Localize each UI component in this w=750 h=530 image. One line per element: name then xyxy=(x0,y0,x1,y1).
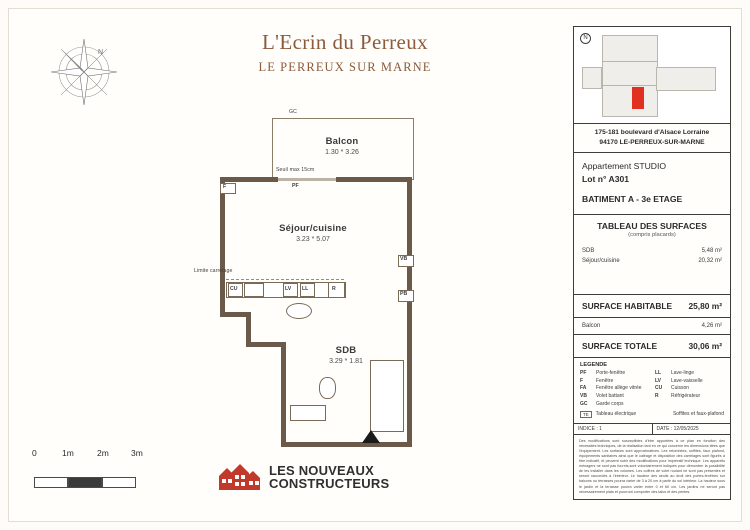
legend-value: Garde corps xyxy=(596,400,624,407)
scale-label-0: 0 xyxy=(32,448,37,458)
appliance-r xyxy=(328,282,345,298)
label-limite-carrelage: Limite carrelage xyxy=(194,268,233,274)
entrance-marker xyxy=(362,430,380,443)
legend-item xyxy=(655,370,724,378)
opening-terrace-door xyxy=(278,178,336,181)
surface-row xyxy=(582,246,722,256)
address-line-2: 94170 LE-PERREUX-SUR-MARNE xyxy=(599,138,705,146)
surfaces-table xyxy=(573,215,731,295)
room-label-sejour xyxy=(258,223,368,243)
label-gc-top: GC xyxy=(289,109,297,115)
total-label: SURFACE TOTALE xyxy=(582,340,658,351)
habitable-value: 25,80 m² xyxy=(688,300,722,311)
legend-footer xyxy=(580,411,724,418)
compass-rose xyxy=(46,34,122,110)
surface-value: 20,32 m² xyxy=(698,257,722,264)
legend-item xyxy=(580,385,649,393)
minimap-highlight-lot xyxy=(632,87,644,109)
wc-fixture xyxy=(319,377,336,399)
index-cell xyxy=(574,424,653,434)
index-value: 1 xyxy=(599,425,602,432)
wall-sdb-left xyxy=(281,342,286,447)
legend-key: LL xyxy=(655,369,662,376)
legend-key: PF xyxy=(580,369,587,376)
wall-living-top-left xyxy=(220,177,278,182)
scale-label-2: 2m xyxy=(97,448,109,458)
scale-bar xyxy=(32,448,143,488)
wall-living-top-right xyxy=(336,177,412,182)
legend-key: FA xyxy=(580,385,587,392)
info-panel xyxy=(573,26,731,500)
legend-key: GC xyxy=(580,400,588,407)
legend-item xyxy=(580,370,649,378)
wall-sdb-top xyxy=(246,342,286,347)
room-dim-sdb: 3.29 * 1.81 xyxy=(329,358,363,365)
apartment-lot: Lot n° A301 xyxy=(582,173,630,184)
legend-value: Porte-fenêtre xyxy=(596,369,626,376)
legend-value: Lave-vaisselle xyxy=(671,377,703,384)
legend-value: Fenêtre xyxy=(596,377,614,384)
bathroom-vanity xyxy=(290,405,326,421)
legend-value: Réfrigérateur xyxy=(671,393,701,400)
label-lv: LV xyxy=(285,286,292,292)
room-name-sejour: Séjour/cuisine xyxy=(279,223,347,234)
surface-label: SDB xyxy=(582,247,595,254)
minimap-block-c xyxy=(602,85,658,117)
surface-row xyxy=(582,256,722,266)
room-dim-sejour: 3.23 * 5.07 xyxy=(296,236,330,243)
site-address xyxy=(573,124,731,153)
logo-mark-icon xyxy=(215,460,261,494)
limite-carrelage-line xyxy=(226,279,344,280)
legend-item xyxy=(580,393,649,401)
legend-value: Lave-linge xyxy=(671,369,695,376)
legend-value: Volet battant xyxy=(596,393,624,400)
minimap-north-icon: N xyxy=(580,33,591,44)
legend-column-left xyxy=(580,370,649,409)
index-row xyxy=(573,424,731,435)
project-subtitle: LE PERREUX SUR MARNE xyxy=(258,60,432,74)
surface-total-row xyxy=(573,335,731,358)
label-r: R xyxy=(332,286,336,292)
legend-value: Fenêtre allège vitrée xyxy=(596,385,642,392)
surface-value: 5,48 m² xyxy=(701,247,722,254)
legend-item xyxy=(580,401,649,409)
legend-soffite-label: Soffites et faux-plafond xyxy=(672,411,724,418)
logo-line-2: CONSTRUCTEURS xyxy=(269,476,390,491)
label-f-left: F xyxy=(223,184,227,190)
surface-habitable-row xyxy=(573,295,731,318)
minimap-block-b xyxy=(602,61,658,87)
room-name-balcon: Balcon xyxy=(325,136,359,147)
balcony-surface-value: 4,26 m² xyxy=(701,322,722,329)
legend-title: LEGENDE xyxy=(580,361,608,368)
legend-item xyxy=(655,385,724,393)
legend-key: VB xyxy=(580,393,587,400)
surfaces-subtitle: (compris placards) xyxy=(628,231,676,238)
compass-north-label: N xyxy=(98,49,104,56)
legend-key: LV xyxy=(655,377,662,384)
label-ll: LL xyxy=(302,286,309,292)
legend-te-label: Tableau électrique xyxy=(595,411,637,418)
date-label: DATE : xyxy=(656,425,673,432)
date-cell xyxy=(653,424,731,434)
legend-key: F xyxy=(580,377,584,384)
wall-sdb-right xyxy=(407,312,412,447)
room-label-balcon xyxy=(292,136,392,156)
label-seuil: Seuil max 15cm xyxy=(276,167,315,173)
minimap-block-e xyxy=(582,67,602,89)
index-label: INDICE : xyxy=(578,425,598,432)
project-title: L'Ecrin du Perreux xyxy=(261,30,429,54)
scale-label-1: 1m xyxy=(62,448,74,458)
label-pb: PB xyxy=(400,291,408,297)
legend-block xyxy=(573,358,731,424)
date-value: 12/05/2025 xyxy=(673,425,699,432)
kitchen-sink xyxy=(244,283,264,297)
wall-sdb-bottom xyxy=(281,442,411,447)
habitable-label: SURFACE HABITABLE xyxy=(582,300,673,311)
logo-text xyxy=(269,464,389,491)
wall-living-left xyxy=(220,177,225,317)
minimap-block-a xyxy=(602,35,658,63)
address-line-1: 175-181 boulevard d'Alsace Lorraine xyxy=(594,129,710,136)
legend-column-right xyxy=(655,370,724,409)
room-dim-balcon: 1.30 * 3.26 xyxy=(325,149,359,156)
logo-line-1: LES NOUVEAUX xyxy=(269,462,374,478)
washbasin xyxy=(286,303,312,319)
label-pf: PF xyxy=(292,183,299,189)
apartment-building: BATIMENT A - 3e ETAGE xyxy=(582,193,683,204)
legend-te-icon: TE xyxy=(580,411,592,418)
room-name-sdb: SDB xyxy=(335,345,357,356)
scale-label-3: 3m xyxy=(131,448,143,458)
company-logo xyxy=(215,455,415,499)
legend-item xyxy=(655,378,724,386)
apartment-info xyxy=(573,153,731,215)
label-vb-right: VB xyxy=(400,256,408,262)
surfaces-title: TABLEAU DES SURFACES xyxy=(597,220,707,231)
floor-plan xyxy=(180,105,510,445)
label-cu: CU xyxy=(230,286,238,292)
shower-tray xyxy=(370,360,404,432)
legend-item xyxy=(580,378,649,386)
balcony-surface-row xyxy=(573,318,731,335)
scale-segment-3 xyxy=(102,477,136,488)
legend-key: CU xyxy=(655,385,663,392)
apartment-type: Appartement STUDIO xyxy=(582,161,667,172)
balcony-surface-label: Balcon xyxy=(582,322,601,329)
disclaimer-text: Des modifications sont susceptibles d'être apportées à ce plan en fonction des nécessités techniques, de la réalisation tant en ce qui concerne les dimensions titres que l'équipement. Les surfaces sont approximatives. Les retombées, soffites, faux plafond, équipements sanitaires ainsi que le caléage et disposition des carrelages sont figurés à titre indicatif, et peuvent subir des modifications pour imprératif technique. Les appareils ménagers ne sont pas fournis,sont volontairement indiqués pour démontrer la possibilité de les installer dans les volumes. Les coffres de volet roulant ne sont pas présentés et seront raccordés à l'intérieur. Le hauteur des seuils au droit des portes-fenêtres sur balcons ou terrasses pourra varier de 3 à 20 cm à partir du sol intérieur. La hauteur sous le jardin et la terrasse pourra varier entre 0 et 60 cm. Les jardins ne seront pas nécessairement plats et pourront comporter des talus et des pentes. xyxy=(573,435,731,500)
scale-segment-1 xyxy=(34,477,68,488)
scale-segment-2 xyxy=(68,477,102,488)
site-minimap xyxy=(573,26,731,124)
project-title-block xyxy=(200,30,490,75)
legend-value: Cuisson xyxy=(671,385,690,392)
minimap-block-d xyxy=(656,67,716,91)
legend-key: R xyxy=(655,393,659,400)
surface-label: Séjour/cuisine xyxy=(582,257,620,264)
legend-item xyxy=(655,393,724,401)
total-value: 30,06 m² xyxy=(688,340,722,351)
